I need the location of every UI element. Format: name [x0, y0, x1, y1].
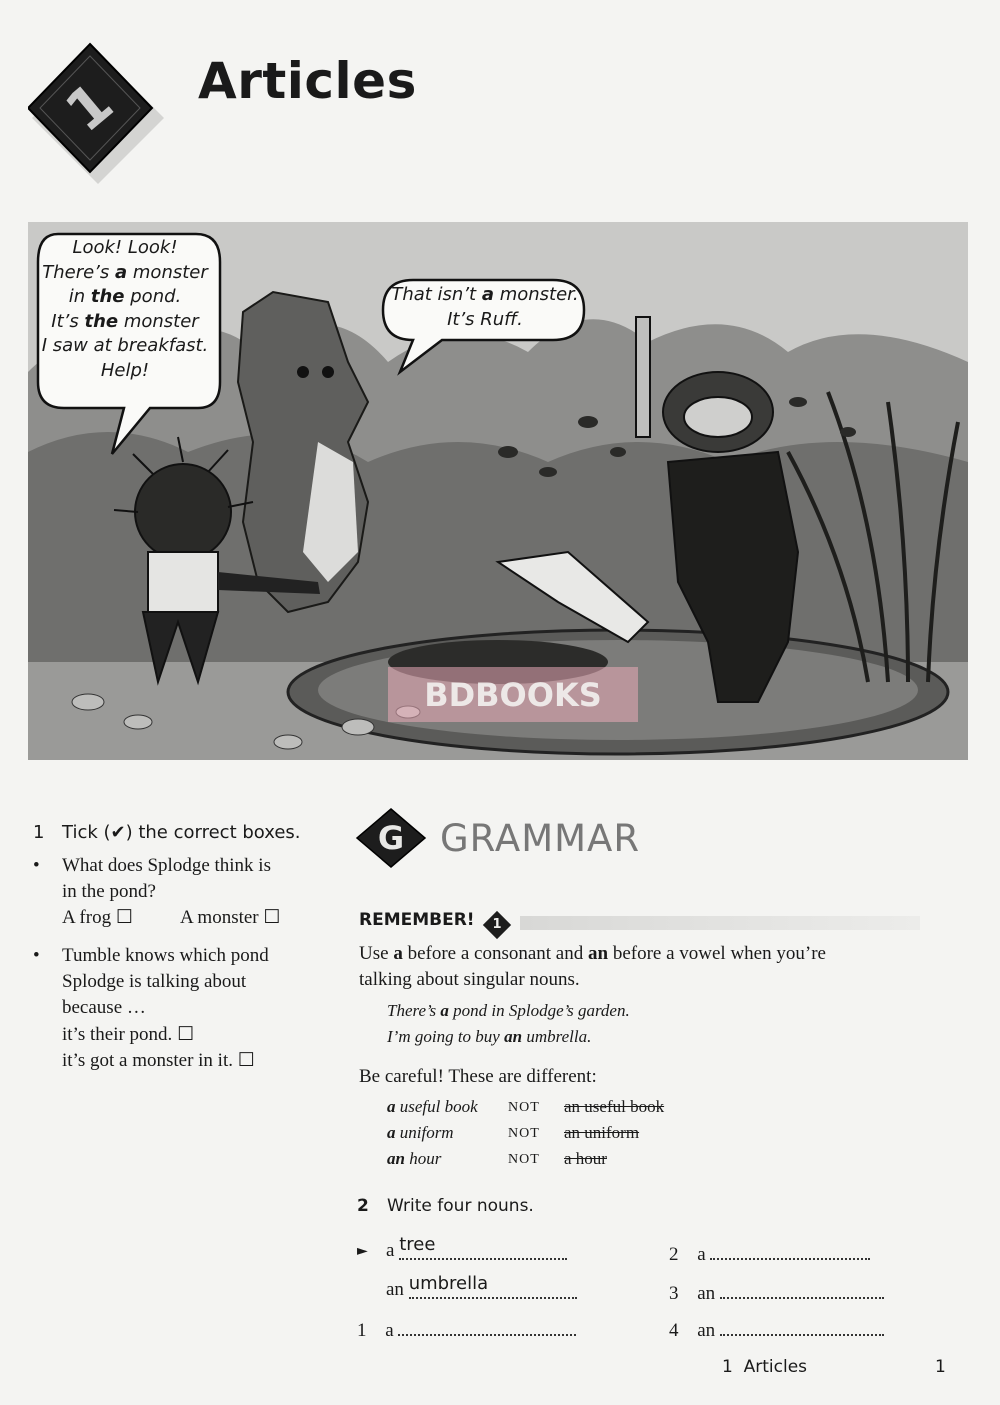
page-number: 1 [935, 1357, 946, 1377]
q1-option-frog [62, 906, 133, 929]
svg-text:G: G [377, 819, 405, 857]
item-1-blank[interactable] [398, 1316, 576, 1336]
item-3-blank[interactable] [720, 1279, 884, 1299]
pair-article: a [387, 1097, 396, 1116]
ex-text: I’m going to buy [387, 1027, 505, 1046]
item-2-article: a [697, 1244, 706, 1265]
item-2-blank[interactable] [710, 1240, 870, 1260]
speech-bubble-left [40, 236, 210, 383]
remember-bar [520, 916, 920, 930]
rule-a: a [393, 943, 403, 964]
item-1-article: a [385, 1320, 394, 1341]
bubble-line: Look! Look! [72, 237, 178, 258]
rule-text: before a vowel when you’re [608, 943, 826, 964]
pair-noun: hour [404, 1149, 442, 1168]
pair-not-1: NOT [508, 1100, 540, 1115]
grammar-icon [355, 807, 427, 869]
q2-option-their-pond [62, 1023, 194, 1046]
example-an-article: an [386, 1279, 404, 1300]
bubble-line: It’s Ruff. [447, 308, 523, 330]
watermark-text: BDBOOKS [424, 676, 602, 714]
rule-line-1 [359, 943, 826, 965]
pair-article: an [387, 1149, 405, 1168]
ex-article: a [440, 1001, 449, 1020]
rule-an: an [588, 943, 609, 964]
speech-bubble-right [390, 283, 580, 332]
ex-text: There’s [387, 1001, 441, 1020]
pair-noun: uniform [395, 1123, 454, 1142]
pair-not-2: NOT [508, 1126, 540, 1141]
remember-label: REMEMBER! [359, 910, 475, 930]
pair-correct-2 [387, 1123, 454, 1143]
footer-chapter-label: 1 Articles [722, 1357, 808, 1377]
checkbox-frog[interactable]: ☐ [115, 907, 133, 928]
rule-line-2: talking about singular nouns. [359, 969, 580, 990]
checkbox-monster[interactable]: ☐ [263, 907, 281, 928]
remember-heading [359, 910, 507, 932]
q2-line1: Tumble knows which pond [62, 945, 269, 966]
item-4-blank[interactable] [720, 1316, 884, 1336]
be-careful-note: Be careful! These are different: [359, 1066, 597, 1087]
item-2-row [669, 1240, 870, 1266]
bullet-1: • [33, 855, 40, 876]
q1-line1: What does Splodge think is [62, 855, 271, 876]
page-title: Articles [198, 52, 417, 110]
q1-line2: in the pond? [62, 881, 156, 902]
pair-noun: useful book [395, 1097, 478, 1116]
item-4-row [669, 1316, 884, 1342]
bubble-line: There’s a monster [42, 261, 208, 283]
pair-wrong-3: a hour [564, 1149, 607, 1168]
ex-text: umbrella. [522, 1027, 592, 1046]
pair-wrong-1: an useful book [564, 1097, 665, 1116]
bubble-line: in the pond. [68, 286, 182, 307]
rule-text: before a consonant and [402, 943, 588, 964]
unit-number-badge [28, 38, 178, 198]
example-an-blank [408, 1273, 577, 1299]
pair-not-3: NOT [508, 1152, 540, 1167]
unit-number: 1 [53, 70, 126, 146]
bubble-line: I saw at breakfast. [41, 335, 209, 356]
q2-opt1-label: it’s their pond. [62, 1024, 173, 1045]
q1-option-monster [180, 906, 280, 929]
exercise2-number: 2 [357, 1196, 369, 1216]
rule-text: Use [359, 943, 394, 964]
q2-line3: because … [62, 997, 146, 1018]
q1-opt2-label: A monster [180, 907, 259, 928]
pair-correct-3 [387, 1149, 441, 1169]
example-a-row [386, 1234, 567, 1262]
item-4-number: 4 [669, 1320, 679, 1341]
item-1-row [357, 1316, 576, 1342]
pair-correct-1 [387, 1097, 478, 1117]
q2-line2: Splodge is talking about [62, 971, 247, 992]
exercise2-instruction: Write four nouns. [387, 1196, 534, 1216]
grammar-title: GRAMMAR [440, 817, 641, 860]
checkbox-monster-in-it[interactable]: ☐ [237, 1050, 255, 1071]
example-sentence-2 [387, 1027, 591, 1047]
item-3-row [669, 1279, 884, 1305]
item-2-number: 2 [669, 1244, 679, 1265]
item-3-number: 3 [669, 1283, 679, 1304]
ex-text: pond in Splodge’s garden. [448, 1001, 630, 1020]
bubble-line: That isn’t a monster. [391, 284, 579, 305]
q2-opt2-label: it’s got a monster in it. [62, 1050, 233, 1071]
q2-option-monster-in-it [62, 1049, 255, 1072]
item-4-article: an [697, 1320, 716, 1341]
example-a-article: a [386, 1240, 395, 1261]
bubble-line: Help! [100, 359, 150, 381]
example-an-row [386, 1273, 577, 1301]
ex-article: an [504, 1027, 523, 1046]
exercise1-number: 1 [33, 822, 45, 843]
example-a-answer: tree [399, 1234, 436, 1255]
item-3-article: an [697, 1283, 716, 1304]
remember-number-badge [482, 911, 510, 939]
remember-number: 1 [491, 917, 502, 932]
exercise1-instruction: Tick (✔) the correct boxes. [62, 822, 301, 843]
example-an-answer: umbrella [408, 1273, 489, 1294]
bubble-line: It’s the monster [51, 310, 199, 332]
checkbox-their-pond[interactable]: ☐ [177, 1024, 195, 1045]
pair-wrong-2: an uniform [564, 1123, 640, 1142]
bullet-2: • [33, 945, 40, 966]
q1-opt1-label: A frog [62, 907, 112, 928]
example-sentence-1 [387, 1001, 630, 1021]
example-a-blank [399, 1234, 567, 1260]
pair-article: a [387, 1123, 396, 1142]
item-1-number: 1 [357, 1320, 367, 1341]
example-marker: ► [357, 1243, 368, 1259]
